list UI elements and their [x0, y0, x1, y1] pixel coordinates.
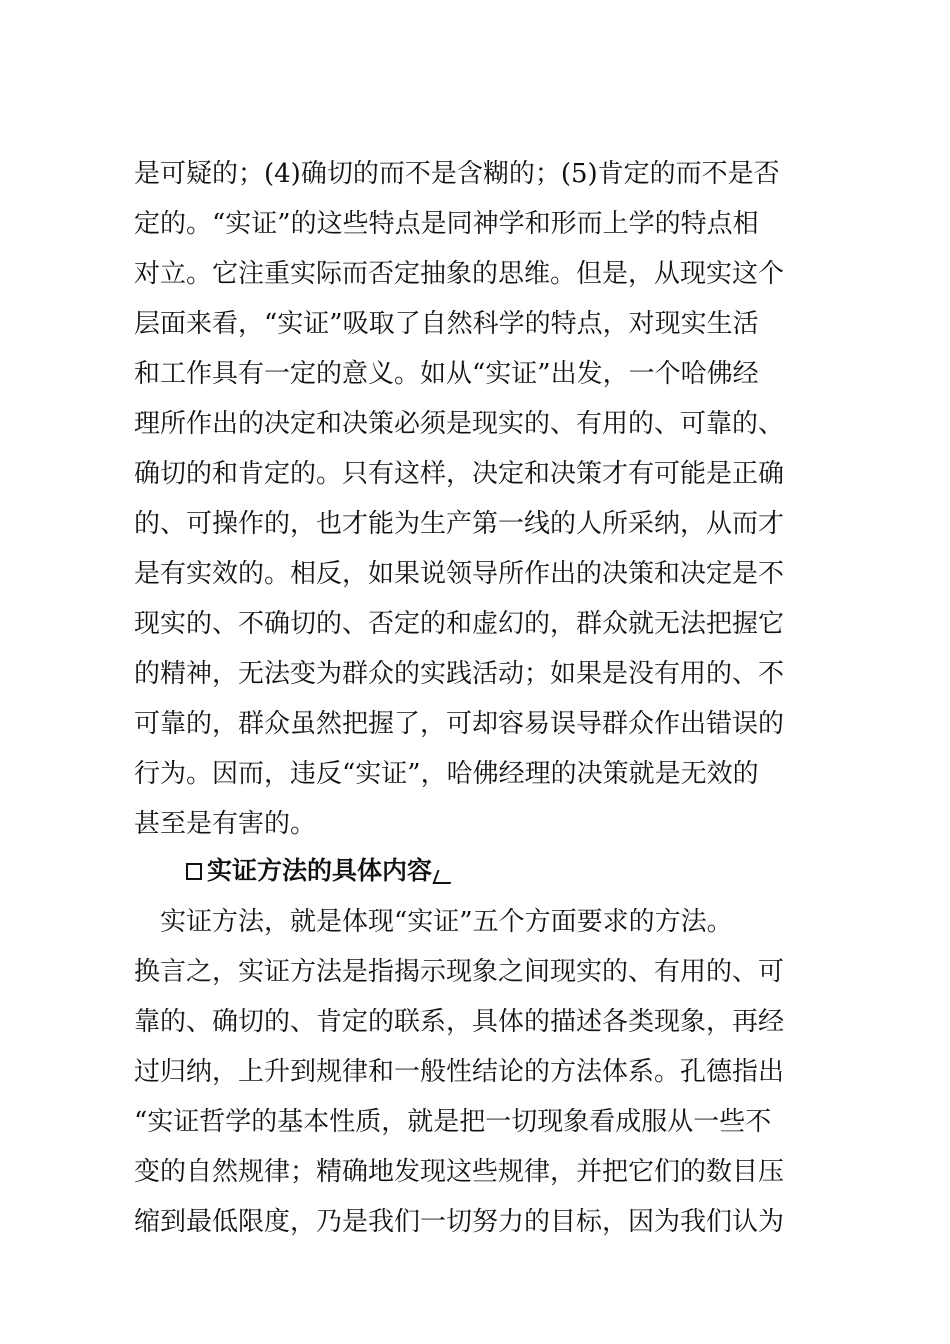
- section-heading-text: 实证方法的具体内容: [207, 856, 433, 885]
- checkbox-square-icon: [186, 863, 202, 880]
- section-heading: [186, 855, 453, 887]
- paragraph-line: 变的自然规律；精确地发现这些规律，并把它们的数目压: [134, 1157, 785, 1187]
- paragraph-line: 靠的、确切的、肯定的联系，具体的描述各类现象，再经: [134, 1007, 785, 1037]
- paragraph-line: 的精神，无法变为群众的实践活动；如果是没有用的、不: [134, 659, 785, 689]
- paragraph-line: 层面来看，“实证”吸取了自然科学的特点，对现实生活: [134, 309, 759, 339]
- paragraph-line: 行为。因而，违反“实证”，哈佛经理的决策就是无效的: [134, 759, 759, 789]
- paragraph-line: 缩到最低限度，乃是我们一切努力的目标，因为我们认为: [134, 1207, 785, 1237]
- paragraph-line: 理所作出的决定和决策必须是现实的、有用的、可靠的、: [134, 409, 785, 439]
- paragraph-line: 确切的和肯定的。只有这样，决定和决策才有可能是正确: [134, 459, 785, 489]
- paragraph-line: 过归纳，上升到规律和一般性结论的方法体系。孔德指出: [134, 1057, 785, 1087]
- paragraph-line: 甚至是有害的。: [134, 809, 317, 839]
- paragraph-line: 现实的、不确切的、否定的和虚幻的，群众就无法把握它: [134, 609, 785, 639]
- paragraph-line: 和工作具有一定的意义。如从“实证”出发，一个哈佛经: [134, 359, 759, 389]
- paragraph-line: 实证方法，就是体现“实证”五个方面要求的方法。: [134, 907, 733, 937]
- paragraph-line: 换言之，实证方法是指揭示现象之间现实的、有用的、可: [134, 957, 785, 987]
- paragraph-line: 的、可操作的，也才能为生产第一线的人所采纳，从而才: [134, 509, 785, 539]
- paragraph-line: 是有实效的。相反，如果说领导所作出的决策和决定是不: [134, 559, 785, 589]
- paragraph-line: 对立。它注重实际而否定抽象的思维。但是，从现实这个: [134, 259, 785, 289]
- paragraph-line: 是可疑的；(4)确切的而不是含糊的；(5)肯定的而不是否: [134, 159, 780, 189]
- paragraph-line: “实证哲学的基本性质，就是把一切现象看成服从一些不: [134, 1107, 772, 1137]
- corner-mark-icon: [432, 870, 455, 884]
- paragraph-line: 定的。“实证”的这些特点是同神学和形而上学的特点相: [134, 209, 759, 239]
- paragraph-line: 可靠的，群众虽然把握了，可却容易误导群众作出错误的: [134, 709, 785, 739]
